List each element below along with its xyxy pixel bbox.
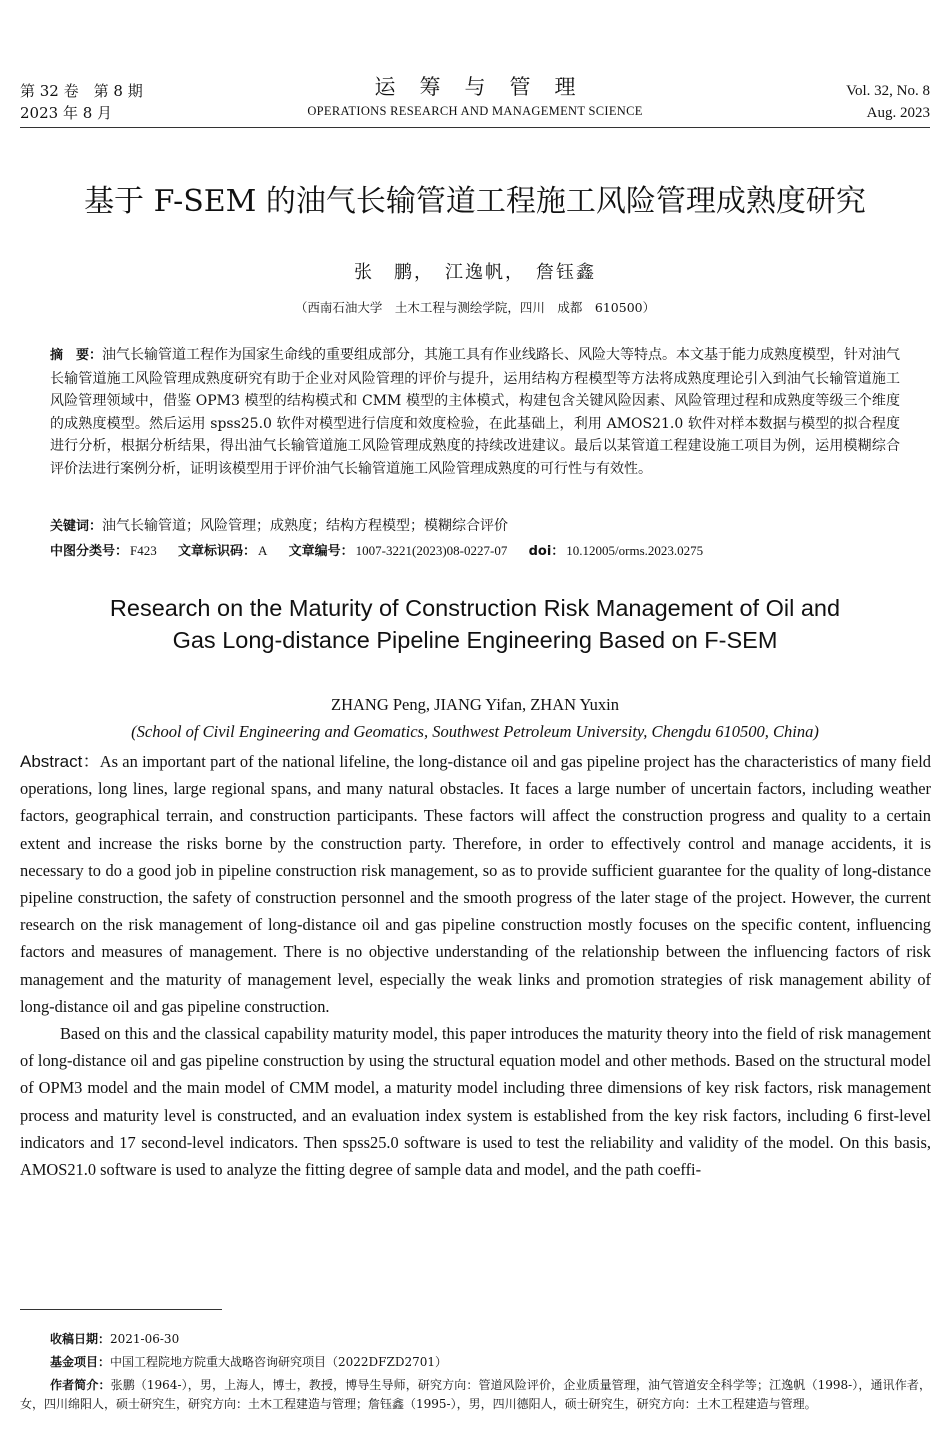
keywords-cn-label: 关键词： <box>50 519 103 534</box>
doi-value: 10.12005/orms.2023.0275 <box>566 543 704 558</box>
journal-name <box>0 74 950 120</box>
footnote-fund <box>20 1353 931 1372</box>
bio-text: 张鹏（1964-），男，上海人，博士，教授，博导生导师，研究方向：管道风险评价，企业质量管理，油气管道安全科学等；江逸帆（1998-），通讯作者，女，四川绵阳人，硕士研究生，研究方向：土木工程建造与管理；詹钰鑫（1995-），男，四川德阳人，硕士研究生，研究方向：土木工程建造与管理。 <box>20 1378 931 1411</box>
paper-title-en-line2: Gas Long-distance Pipeline Engineering Based on F-SEM <box>172 627 778 653</box>
abstract-en <box>20 748 931 1183</box>
journal-name-en: OPERATIONS RESEARCH AND MANAGEMENT SCIENCE <box>307 104 643 118</box>
keywords-cn <box>50 515 900 538</box>
paper-title-en <box>0 592 950 656</box>
footnote-rule <box>20 1309 222 1310</box>
journal-name-cn: 运筹与管理 <box>374 75 600 99</box>
abstract-cn-text: 油气长输管道工程作为国家生命线的重要组成部分，其施工具有作业线路长、风险大等特点。本文基于能力成熟度模型，针对油气长输管道施工风险管理成熟度研究有助于企业对风险管理的评价与提升，运用结构方程模型等方法将成熟度理论引入到油气长输管道施工风险管理领域中，借鉴 OPM3 模型的结构模式和 CMM 模型的主体模式，构建包含关键风险因素、风险管理过程和成熟度等级三个维度的成熟度模型。然后运用 spss25.0 软件对模型进行信度和效度检验，在此基础上，利用 AMOS21.0 软件对样本数据与模型的拟合程度进行分析，根据分析结果，得出油气长输管道施工风险管理成熟度的持续改进建议。最后以某管道工程建设施工项目为例，运用模糊综合评价法进行案例分析，证明该模型用于评价油气长输管道施工风险管理成熟度的可行性与有效性。 <box>50 347 901 477</box>
paper-title-cn: 基于 F-SEM 的油气长输管道工程施工风险管理成熟度研究 <box>84 184 866 219</box>
doc-code-value: A <box>258 543 268 558</box>
abstract-cn-label: 摘 要： <box>50 348 103 363</box>
received-label: 收稿日期： <box>50 1332 111 1346</box>
abstract-en-para1 <box>20 748 931 1020</box>
affiliation-en: (School of Civil Engineering and Geomatics, Southwest Petroleum University, Chengdu 610500, China) <box>131 722 819 741</box>
volume-issue-cn: 第 32 卷 第 8 期 <box>20 82 143 100</box>
fund-text: 中国工程院地方院重大战略咨询研究项目（2022DFZD2701） <box>110 1355 448 1369</box>
footnote-received <box>20 1330 931 1349</box>
article-no-value: 1007-3221(2023)08-0227-07 <box>355 543 508 558</box>
date-cn: 2023 年 8 月 <box>20 104 113 122</box>
affiliation-cn: （西南石油大学 土木工程与测绘学院，四川 成都 610500） <box>294 300 656 315</box>
received-date: 2021-06-30 <box>110 1332 180 1346</box>
doc-code-label: 文章标识码： <box>178 544 257 559</box>
abstract-en-para1-text: As an important part of the national lifeline, the long-distance oil and gas pipeline project has the characteristics of many field operations, long lines, large regional spans, and many natural obstacles. It faces a large number of uncertain factors, including weather factors, geographical terrain, and construction participants. These factors will affect the construction progress and quality to a certain extent and increase the risks borne by the construction party. Therefore, in order to effectively control and manage accidents, it is necessary to do a good job in pipeline construction risk management, so as to provide sufficient guarantee for the quality of long-distance pipeline construction, the safety of construction personnel and the smooth progress of the later stage of the project. However, the current research on the risk management of long-distance oil and gas pipeline construction mostly focuses on the specific content, influencing factors and measures of management. There is no objective understanding of the relationship between the influencing factors of risk management and the maturity of management level, especially the weak links and promotion strategies of risk management ability of long-distance oil and gas pipeline construction. <box>20 752 931 1016</box>
clc-label: 中图分类号： <box>50 544 129 559</box>
date-en: Aug. 2023 <box>866 105 930 121</box>
volume-issue-en: Vol. 32, No. 8 <box>846 83 930 99</box>
footnote-bio <box>20 1376 931 1414</box>
bio-label: 作者简介： <box>50 1378 111 1392</box>
fund-label: 基金项目： <box>50 1355 111 1369</box>
authors-cn: 张 鹏， 江逸帆， 詹钰鑫 <box>354 262 596 283</box>
abstract-cn <box>50 344 900 480</box>
classification-line <box>50 540 920 563</box>
article-no-label: 文章编号： <box>288 544 354 559</box>
keywords-cn-text: 油气长输管道；风险管理；成熟度；结构方程模型；模糊综合评价 <box>102 518 509 534</box>
header-rule <box>20 127 930 128</box>
abstract-en-label: Abstract： <box>20 752 100 771</box>
doi-label: doi： <box>528 544 565 559</box>
paper-title-en-line1: Research on the Maturity of Construction Risk Management of Oil and <box>109 595 841 621</box>
authors-en: ZHANG Peng, JIANG Yifan, ZHAN Yuxin <box>331 695 619 714</box>
header-right <box>846 80 930 124</box>
clc-value: F423 <box>130 543 157 558</box>
abstract-en-para2: Based on this and the classical capability maturity model, this paper introduces the maturity theory into the field of risk management of long-distance oil and gas pipeline construction by using the structural equation model and other methods. Based on the structural model of OPM3 model and the main model of CMM model, a maturity model including three dimensions of key risk factors, risk management process and maturity level is constructed, and an evaluation index system is established from the key risk factors, including 6 first-level indicators and 17 second-level indicators. Then spss25.0 software is used to test the reliability and validity of the model. On this basis, AMOS21.0 software is used to analyze the fitting degree of sample data and model, and the path coeffi- <box>20 1024 931 1180</box>
